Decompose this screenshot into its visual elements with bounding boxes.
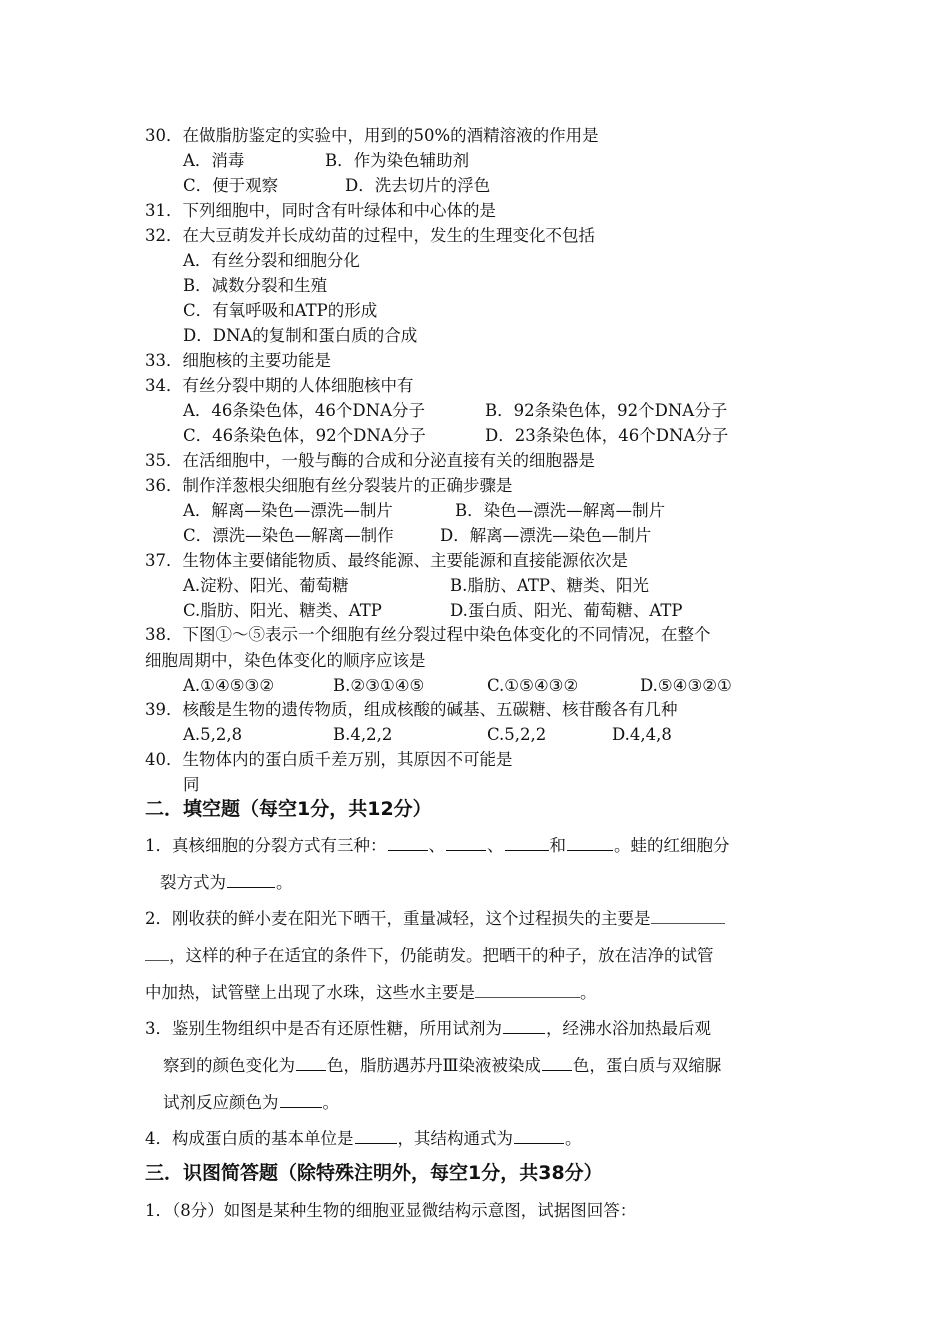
question-34-option-a: A．46条染色体，46个DNA分子: [183, 401, 425, 420]
question-36-option-c: C．漂洗—染色—解离—制作: [183, 526, 394, 545]
question-37-option-a: A.淀粉、阳光、葡萄糖: [183, 576, 349, 595]
question-30-stem: 30．在做脂肪鉴定的实验中，用到的50%的酒精溶液的作用是: [145, 126, 599, 145]
question-38-option-a: A.①④⑤③②: [183, 676, 275, 695]
fill-3-line3: 试剂反应颜色为 。: [163, 1093, 339, 1112]
answer-blank[interactable]: [296, 1055, 326, 1071]
question-34-option-c: C．46条染色体，92个DNA分子: [183, 426, 426, 445]
question-39-option-c: C.5,2,2: [487, 725, 547, 744]
question-35-stem: 35．在活细胞中，一般与酶的合成和分泌直接有关的细胞器是: [145, 451, 595, 470]
fill-1-line2: 裂方式为 。: [160, 873, 293, 892]
question-30-option-d: D．洗去切片的浮色: [345, 176, 491, 195]
question-32-stem: 32．在大豆萌发并长成幼苗的过程中，发生的生理变化不包括: [145, 226, 595, 245]
question-32-option-d: D．DNA的复制和蛋白质的合成: [183, 326, 418, 345]
question-38-stem-line2: 细胞周期中，染色体变化的顺序应该是: [145, 651, 426, 670]
question-37-option-d: D.蛋白质、阳光、葡萄糖、ATP: [450, 601, 683, 620]
question-38-option-b: B.②③①④⑤: [333, 676, 425, 695]
question-32-option-b: B．减数分裂和生殖: [183, 276, 328, 295]
question-33-stem: 33．细胞核的主要功能是: [145, 351, 331, 370]
section-3-question-1: 1．（8分）如图是某种生物的细胞亚显微结构示意图，试据图回答：: [145, 1201, 637, 1220]
section-2-heading: 二．填空题（每空1分，共12分）: [145, 798, 432, 820]
answer-blank[interactable]: [145, 945, 169, 961]
answer-blank[interactable]: [475, 982, 580, 998]
question-32-option-c: C．有氧呼吸和ATP的形成: [183, 301, 378, 320]
answer-blank[interactable]: [227, 872, 275, 888]
question-34-stem: 34．有丝分裂中期的人体细胞核中有: [145, 376, 414, 395]
question-36-option-d: D．解离—漂洗—染色—制片: [440, 526, 652, 545]
question-32-option-a: A．有丝分裂和细胞分化: [183, 251, 360, 270]
fill-3-line1: 3．鉴别生物组织中是否有还原性糖，所用试剂为 ，经沸水浴加热最后观: [145, 1019, 711, 1038]
question-39-option-a: A.5,2,8: [183, 725, 243, 744]
question-39-stem: 39．核酸是生物的遗传物质，组成核酸的碱基、五碳糖、核苷酸各有几种: [145, 700, 678, 719]
question-39-option-d: D.4,4,8: [612, 725, 672, 744]
question-37-option-b: B.脂肪、ATP、糖类、阳光: [450, 576, 649, 595]
fill-2-line2: ，这样的种子在适宜的条件下，仍能萌发。把晒干的种子，放在洁净的试管: [145, 945, 714, 967]
question-30-option-c: C．便于观察: [183, 176, 279, 195]
answer-blank[interactable]: [651, 908, 725, 924]
fill-2-line3: 中加热，试管壁上出现了水珠，这些水主要是 。: [145, 983, 597, 1002]
section-3-heading: 三．识图简答题（除特殊注明外，每空1分，共38分）: [145, 1162, 603, 1184]
question-39-option-b: B.4,2,2: [333, 725, 393, 744]
answer-blank[interactable]: [514, 1128, 564, 1144]
question-36-stem: 36．制作洋葱根尖细胞有丝分裂装片的正确步骤是: [145, 476, 513, 495]
question-38-option-c: C.①⑤④③②: [487, 676, 579, 695]
answer-blank[interactable]: [280, 1092, 322, 1108]
question-31-stem: 31．下列细胞中，同时含有叶绿体和中心体的是: [145, 201, 496, 220]
question-40-stem: 40．生物体内的蛋白质千差万别，其原因不可能是: [145, 750, 513, 769]
answer-blank[interactable]: [446, 835, 486, 851]
question-37-option-c: C.脂肪、阳光、糖类、ATP: [183, 601, 382, 620]
question-36-option-a: A．解离—染色—漂洗—制片: [183, 501, 393, 520]
question-36-option-b: B．染色—漂洗—解离—制片: [455, 501, 666, 520]
fill-2-line1: 2．刚收获的鲜小麦在阳光下晒干，重量减轻，这个过程损失的主要是: [145, 908, 725, 930]
fill-4-line1: 4．构成蛋白质的基本单位是 ，其结构通式为 。: [145, 1129, 582, 1148]
answer-blank[interactable]: [503, 1018, 545, 1034]
fill-1-line1: 1．真核细胞的分裂方式有三种： 、 、 和 。蛙的红细胞分: [145, 836, 730, 855]
answer-blank[interactable]: [542, 1055, 572, 1071]
question-34-option-b: B．92条染色体，92个DNA分子: [485, 401, 728, 420]
answer-blank[interactable]: [355, 1128, 397, 1144]
question-30-option-a: A．消毒: [183, 151, 245, 170]
answer-blank[interactable]: [567, 835, 613, 851]
question-38-stem-line1: 38．下图①～⑤表示一个细胞有丝分裂过程中染色体变化的不同情况，在整个: [145, 625, 711, 644]
question-38-option-d: D.⑤④③②①: [640, 676, 732, 695]
fill-3-line2: 察到的颜色变化为 色，脂肪遇苏丹Ⅲ染液被染成 色，蛋白质与双缩脲: [163, 1056, 722, 1075]
answer-blank[interactable]: [388, 835, 428, 851]
answer-blank[interactable]: [505, 835, 549, 851]
question-37-stem: 37．生物体主要储能物质、最终能源、主要能源和直接能源依次是: [145, 551, 628, 570]
question-34-option-d: D．23条染色体，46个DNA分子: [485, 426, 729, 445]
question-30-option-b: B．作为染色辅助剂: [325, 151, 470, 170]
question-40-extra: 同: [183, 775, 200, 794]
